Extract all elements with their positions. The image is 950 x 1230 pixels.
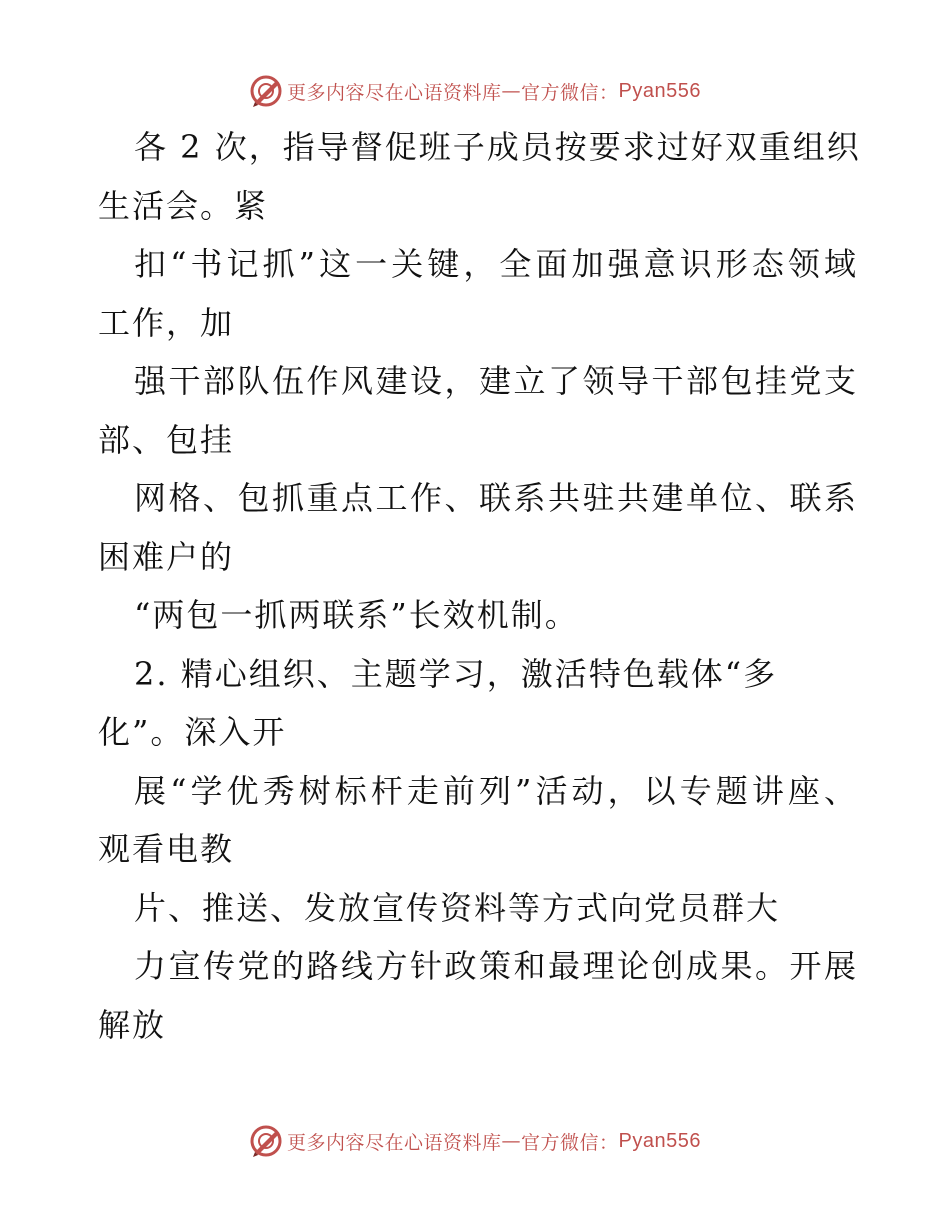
watermark-official-label: 官方微信：	[521, 1131, 619, 1154]
watermark-wechat-id: Pyan556	[618, 1129, 701, 1152]
watermark-header	[0, 72, 950, 110]
watermark-wechat-id: Pyan556	[618, 79, 701, 102]
watermark-separator: —	[501, 1130, 522, 1152]
text-line: 部、包挂	[98, 420, 235, 459]
text-line: 网格、包抓重点工作、联系共驻共建单位、联系	[134, 479, 858, 517]
watermark-separator: —	[501, 80, 522, 102]
text-line: 化”。深入开	[98, 713, 287, 751]
text-line: 工作，加	[98, 303, 235, 342]
text-line: 展“学优秀树标杆走前列”活动，以专题讲座、	[134, 771, 858, 810]
text-line: 困难户的	[98, 537, 235, 576]
text-line: 观看电教	[98, 830, 235, 868]
pen-logo-icon	[249, 74, 283, 108]
text-line: 强干部队伍作风建设，建立了领导干部包挂党支	[134, 362, 858, 400]
text-line: 各 2 次，指导督促班子成员按要求过好双重组织	[134, 128, 861, 166]
document-body	[98, 118, 861, 1054]
watermark-footer	[0, 1122, 950, 1160]
watermark-text: 更多内容尽在心语资料库	[287, 81, 502, 104]
watermark-text: 更多内容尽在心语资料库	[287, 1131, 502, 1154]
text-line: 生活会。紧	[98, 186, 269, 225]
text-line: 解放	[98, 1005, 167, 1044]
watermark-official-label: 官方微信：	[521, 81, 619, 104]
text-line: “两包一抓两联系”长效机制。	[134, 596, 579, 634]
text-line: 2. 精心组织、主题学习，激活特色载体“多	[134, 654, 778, 693]
text-line: 片、推送、发放宣传资料等方式向党员群大	[134, 888, 781, 927]
pen-logo-icon	[249, 1124, 283, 1158]
text-line: 力宣传党的路线方针政策和最理论创成果。开展	[134, 947, 858, 985]
text-line: 扣“书记抓”这一关键，全面加强意识形态领域	[134, 245, 858, 283]
